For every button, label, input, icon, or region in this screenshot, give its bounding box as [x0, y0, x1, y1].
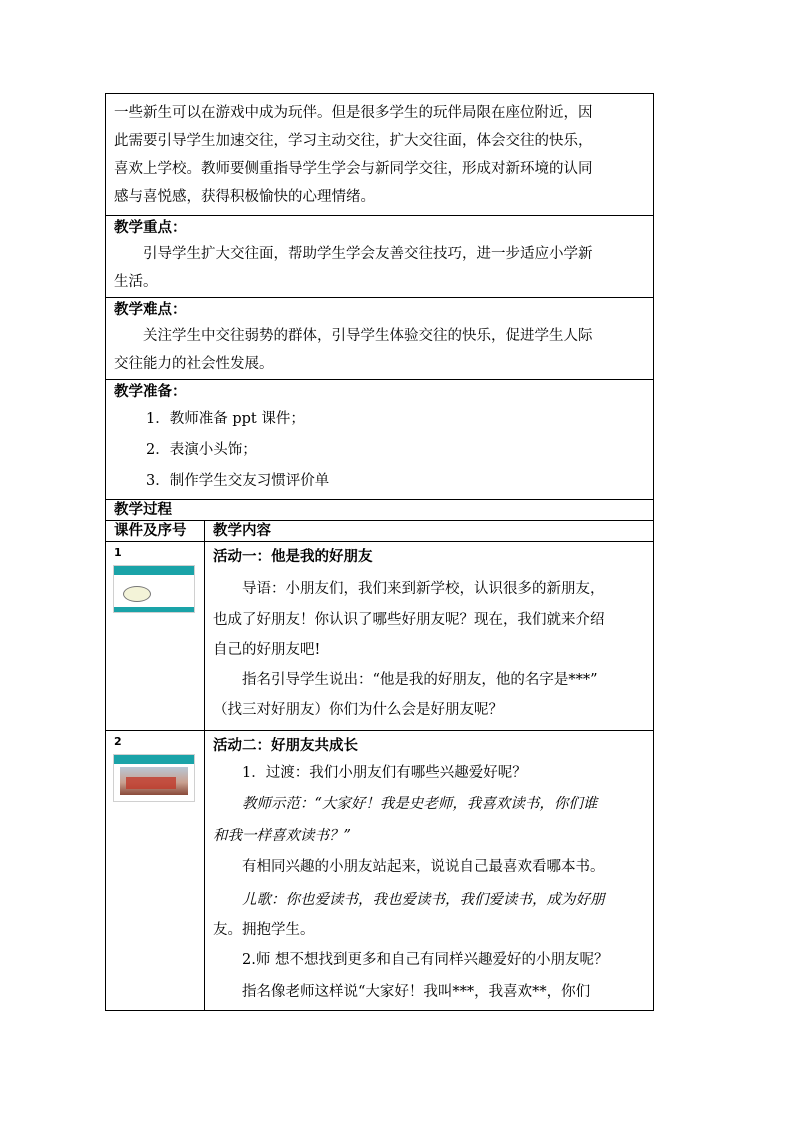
difficulties-title: 教学难点： [114, 302, 187, 318]
activity2-line: 和我一样喜欢读书？” [213, 828, 351, 844]
activity2-line: 1．过渡：我们小朋友们有哪些兴趣爱好呢？ [242, 765, 527, 781]
col-header-slides: 课件及序号 [106, 521, 205, 541]
activity2-row [105, 731, 654, 1011]
preparation-section [105, 380, 654, 500]
activity1-row [105, 542, 654, 731]
intro-line: 喜欢上学校。教师要侧重指导学生学会与新同学交往，形成对新环境的认同 [114, 161, 593, 177]
activity1-line: 也成了好朋友！你认识了哪些好朋友呢？现在，我们就来介绍 [213, 612, 605, 628]
activity2-line: 儿歌：你也爱读书，我也爱读书，我们爱读书，成为好朋 [242, 892, 605, 908]
preparation-item: 2．表演小头饰； [146, 442, 257, 458]
key-points-title: 教学重点： [114, 220, 187, 236]
activity1-line: 自己的好朋友吧! [213, 642, 321, 658]
intro-line: 一些新生可以在游戏中成为玩伴。但是很多学生的玩伴局限在座位附近，因 [114, 105, 593, 121]
process-title: 教学过程 [114, 502, 172, 518]
process-column-header [105, 521, 654, 542]
intro-line: 感与喜悦感，获得积极愉快的心理情绪。 [114, 189, 375, 205]
preparation-title: 教学准备： [114, 384, 187, 400]
intro-line: 此需要引导学生加速交往，学习主动交往，扩大交往面，体会交往的快乐， [114, 133, 593, 149]
key-points-line: 引导学生扩大交往面，帮助学生学会友善交往技巧，进一步适应小学新 [143, 246, 593, 262]
activity1-content-cell [205, 542, 653, 730]
activity1-number: 1 [114, 546, 122, 559]
intro-section [105, 93, 654, 216]
preparation-item: 1．教师准备 ppt 课件； [146, 411, 305, 427]
activity2-slide-cell [106, 731, 205, 1010]
lesson-plan-table [105, 93, 654, 1011]
activity1-title: 活动一：他是我的好朋友 [213, 549, 373, 565]
difficulties-line: 关注学生中交往弱势的群体，引导学生体验交往的快乐，促进学生人际 [143, 328, 593, 344]
activity1-slide-cell [106, 542, 205, 730]
activity2-line: 2.师 想不想找到更多和自己有同样兴趣爱好的小朋友呢？ [242, 952, 609, 968]
difficulties-line: 交往能力的社会性发展。 [114, 356, 274, 372]
activity2-line: 教师示范：“大家好！我是史老师，我喜欢读书，你们谁 [242, 796, 598, 812]
process-heading [105, 500, 654, 521]
activity2-line: 友。拥抱学生。 [213, 922, 315, 938]
activity2-slide-thumbnail [113, 754, 195, 802]
activity2-number: 2 [114, 735, 122, 748]
col-header-content: 教学内容 [213, 523, 271, 539]
key-points-section [105, 216, 654, 298]
activity1-line: 指名引导学生说出：“他是我的好朋友，他的名字是***” [242, 672, 598, 688]
preparation-item: 3．制作学生交友习惯评价单 [146, 473, 330, 489]
activity2-content-cell [205, 731, 653, 1010]
activity1-slide-thumbnail [113, 565, 195, 613]
activity2-line: 指名像老师这样说“大家好！我叫***，我喜欢**，你们 [242, 984, 591, 1000]
key-points-line: 生活。 [114, 274, 158, 290]
activity1-line: （找三对好朋友）你们为什么会是好朋友呢？ [213, 702, 503, 718]
activity2-title: 活动二：好朋友共成长 [213, 738, 358, 754]
difficulties-section [105, 298, 654, 380]
activity1-line: 导语：小朋友们，我们来到新学校，认识很多的新朋友， [242, 581, 605, 597]
activity2-line: 有相同兴趣的小朋友站起来，说说自己最喜欢看哪本书。 [242, 859, 605, 875]
